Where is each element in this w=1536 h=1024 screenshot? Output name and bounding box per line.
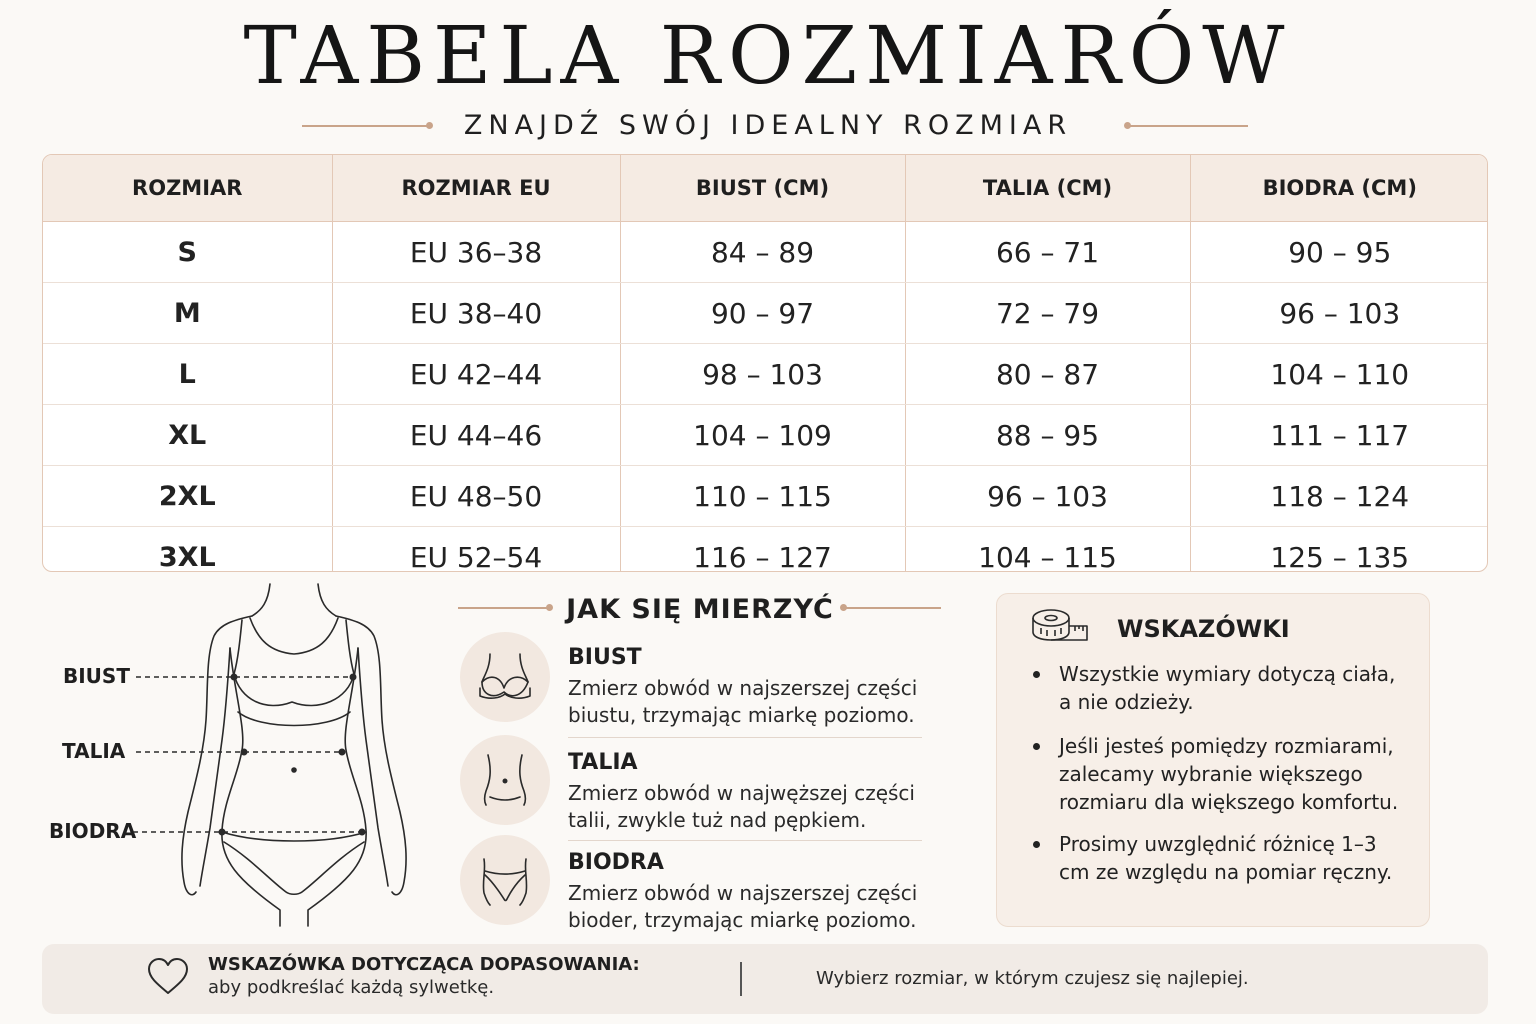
column-header: BIUST (CM) bbox=[620, 155, 905, 222]
waist-cell: 66 – 71 bbox=[905, 222, 1190, 283]
measure-description: Zmierz obwód w najwęższej części talii, zwykle tuż nad pępkiem. bbox=[568, 781, 915, 832]
table-row bbox=[43, 344, 1488, 405]
table-row bbox=[43, 527, 1488, 573]
figure-label-waist: TALIA bbox=[62, 739, 126, 763]
eu-size-cell: EU 48–50 bbox=[332, 466, 620, 527]
figure-label-bust: BIUST bbox=[63, 664, 130, 688]
column-header: ROZMIAR EU bbox=[332, 155, 620, 222]
hips-cell: 111 – 117 bbox=[1190, 405, 1488, 466]
bust-cell: 104 – 109 bbox=[620, 405, 905, 466]
body-figure-icon bbox=[130, 580, 420, 928]
waist-icon bbox=[460, 735, 550, 825]
hips-icon bbox=[460, 835, 550, 925]
column-header: TALIA (CM) bbox=[905, 155, 1190, 222]
size-cell: 2XL bbox=[43, 466, 332, 527]
hips-cell: 125 – 135 bbox=[1270, 540, 1410, 572]
hips-cell: 104 – 110 bbox=[1190, 344, 1488, 405]
waist-cell: 72 – 79 bbox=[905, 283, 1190, 344]
hips-cell: 118 – 124 bbox=[1190, 466, 1488, 527]
measuring-tape-icon bbox=[1031, 606, 1091, 648]
tip-item bbox=[1031, 830, 1401, 886]
column-header: ROZMIAR bbox=[43, 155, 332, 222]
bust-cell: 90 – 97 bbox=[620, 283, 905, 344]
bra-icon bbox=[460, 632, 550, 722]
tip-item bbox=[1031, 660, 1401, 716]
table-row bbox=[43, 283, 1488, 344]
eu-size-cell: EU 38–40 bbox=[332, 283, 620, 344]
size-cell: S bbox=[43, 222, 332, 283]
bust-cell: 116 – 127 bbox=[620, 527, 905, 573]
eu-size-cell: EU 36–38 bbox=[332, 222, 620, 283]
size-cell: XL bbox=[43, 405, 332, 466]
bullet bbox=[1033, 841, 1040, 848]
heart-icon bbox=[146, 957, 190, 997]
eu-size-cell: EU 52–54 bbox=[332, 527, 620, 573]
bust-cell: 110 – 115 bbox=[620, 466, 905, 527]
table-row bbox=[43, 405, 1488, 466]
bullet bbox=[1033, 743, 1040, 750]
table-row bbox=[43, 466, 1488, 527]
table-header-row bbox=[43, 155, 1488, 222]
waist-cell: 80 – 87 bbox=[905, 344, 1190, 405]
measure-description: Zmierz obwód w najszerszej części bioder, trzymając miarkę poziomo. bbox=[568, 881, 918, 932]
hips-cell: 96 – 103 bbox=[1190, 283, 1488, 344]
measure-name: TALIA bbox=[568, 750, 638, 775]
footer-title: WSKAZÓWKA DOTYCZĄCA DOPASOWANIA: bbox=[208, 954, 640, 975]
waist-cell: 96 – 103 bbox=[905, 466, 1190, 527]
size-table bbox=[42, 154, 1488, 572]
eu-size-cell: EU 44–46 bbox=[332, 405, 620, 466]
footer-message: Wybierz rozmiar, w którym czujesz się najlepiej. bbox=[816, 968, 1249, 989]
measure-name: BIUST bbox=[568, 645, 642, 670]
fit-tip-banner bbox=[42, 944, 1488, 1014]
subtitle-row bbox=[0, 108, 1536, 144]
page-subtitle: ZNAJDŹ SWÓJ IDEALNY ROZMIAR bbox=[463, 110, 1073, 141]
divider bbox=[568, 840, 922, 841]
eu-size-cell: EU 42–44 bbox=[332, 344, 620, 405]
tips-title: WSKAZÓWKI bbox=[1117, 615, 1290, 643]
tip-text: Wszystkie wymiary dotyczą ciała, a nie odzieży. bbox=[1059, 662, 1396, 714]
tips-panel bbox=[996, 593, 1430, 927]
tip-text: Prosimy uwzględnić różnicę 1–3 cm ze względu na pomiar ręczny. bbox=[1059, 832, 1393, 884]
divider bbox=[568, 737, 922, 738]
size-cell: M bbox=[43, 283, 332, 344]
page-title: TABELA ROZMIARÓW bbox=[243, 9, 1293, 102]
vertical-divider bbox=[740, 962, 742, 996]
decorative-line-right bbox=[1130, 125, 1248, 127]
bullet bbox=[1033, 671, 1040, 678]
measure-name: BIODRA bbox=[568, 850, 664, 875]
tip-text: Jeśli jesteś pomiędzy rozmiarami, zalecamy wybranie większego rozmiaru dla większego komfortu. bbox=[1059, 734, 1399, 814]
figure-label-hips: BIODRA bbox=[49, 819, 137, 843]
size-cell: L bbox=[43, 344, 332, 405]
measure-item-bust bbox=[458, 644, 924, 744]
decorative-line-right bbox=[846, 607, 941, 609]
how-to-measure-title: JAK SIĘ MIERZYĆ bbox=[566, 594, 834, 625]
footer-subtitle: aby podkreślać każdą sylwetkę. bbox=[208, 977, 495, 998]
size-cell: 3XL bbox=[43, 527, 332, 573]
tip-item bbox=[1031, 732, 1401, 816]
table-row bbox=[43, 222, 1488, 283]
measure-description: Zmierz obwód w najszerszej części biustu, trzymając miarkę poziomo. bbox=[568, 676, 918, 727]
bust-cell: 98 – 103 bbox=[620, 344, 905, 405]
waist-cell: 104 – 115 bbox=[905, 527, 1190, 573]
waist-cell: 88 – 95 bbox=[905, 405, 1190, 466]
bust-cell: 84 – 89 bbox=[620, 222, 905, 283]
hips-cell: 90 – 95 bbox=[1190, 222, 1488, 283]
column-header: BIODRA (CM) bbox=[1190, 155, 1488, 222]
measure-item-waist bbox=[458, 749, 924, 849]
measure-item-hips bbox=[458, 849, 924, 949]
